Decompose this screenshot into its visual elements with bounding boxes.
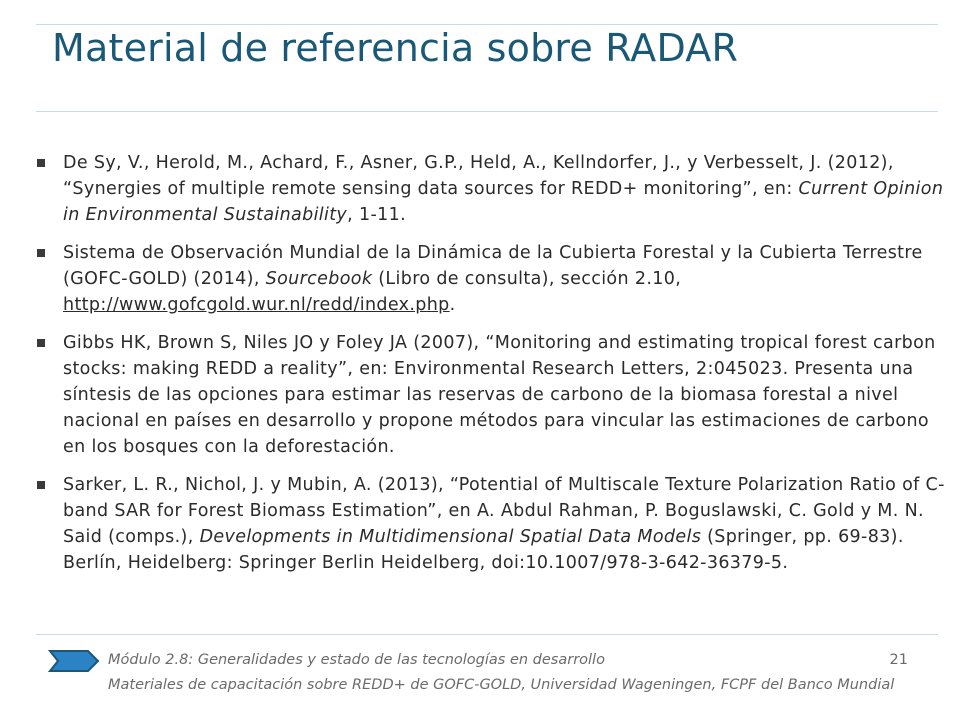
reference-text: Sarker, L. R., Nichol, J. y Mubin, A. (2013), “Potential of Multiscale Texture Polarization Ratio of C-band SAR for Forest Biomass Estimation”, en A. Abdul Rahman, P. Boguslawski, C. Gold y M. N. Said (comps.), — [63, 475, 945, 547]
reference-link[interactable]: http://www.gofcgold.wur.nl/redd/index.php — [63, 295, 450, 315]
reference-text-tail: (Springer, pp. 69-83). Berlín, Heidelberg: Springer Berlin Heidelberg, doi:10.1007/978-3-642-36379-5. — [63, 527, 904, 573]
reference-item — [36, 240, 946, 318]
slide-title: Material de referencia sobre RADAR — [52, 26, 739, 70]
reference-text-tail: . — [449, 295, 456, 315]
reference-book-title: Developments in Multidimensional Spatial Data Models — [199, 527, 702, 547]
title-divider — [36, 111, 938, 112]
footer-credits: Materiales de capacitación sobre REDD+ de GOFC-GOLD, Universidad Wageningen, FCPF del Banco Mundial — [108, 677, 895, 693]
reference-text: Sistema de Observación Mundial de la Dinámica de la Cubierta Forestal y la Cubierta Terrestre (GOFC-GOLD) (2014), — [63, 243, 923, 289]
reference-item — [36, 472, 946, 576]
reference-item — [36, 150, 946, 228]
reference-text: Gibbs HK, Brown S, Niles JO y Foley JA (2007), “Monitoring and estimating tropical forest carbon stocks: making REDD a reality”, en: Environmental Research Letters, 2:045023. Presenta una síntesis de las opciones para estimar las reservas de carbono de la biomasa forestal a nivel nacional en países en desarrollo y propone métodos para vincular las estimaciones de carbono en los bosques con la deforestación. — [63, 333, 936, 457]
reference-text-middle: (Libro de consulta), sección 2.10, — [372, 269, 682, 289]
square-bullet-icon — [37, 339, 45, 347]
reference-journal: Current Opinion in Environmental Sustainability — [63, 179, 944, 225]
top-divider — [36, 24, 938, 25]
chevron-arrow-icon — [48, 649, 100, 673]
reference-title-italic: Sourcebook — [265, 269, 373, 289]
reference-text-tail: , 1-11. — [347, 205, 406, 225]
square-bullet-icon — [37, 159, 45, 167]
footer-module-label: Módulo 2.8: Generalidades y estado de las tecnologías en desarrollo — [108, 652, 605, 668]
square-bullet-icon — [37, 249, 45, 257]
page-number: 21 — [889, 652, 908, 668]
square-bullet-icon — [37, 481, 45, 489]
reference-item — [36, 330, 946, 460]
reference-list — [36, 150, 946, 588]
footer-divider — [36, 634, 938, 635]
reference-text: De Sy, V., Herold, M., Achard, F., Asner, G.P., Held, A., Kellndorfer, J., y Verbesselt, J. (2012), “Synergies of multiple remote sensing data sources for REDD+ monitoring”, en: — [63, 153, 894, 199]
